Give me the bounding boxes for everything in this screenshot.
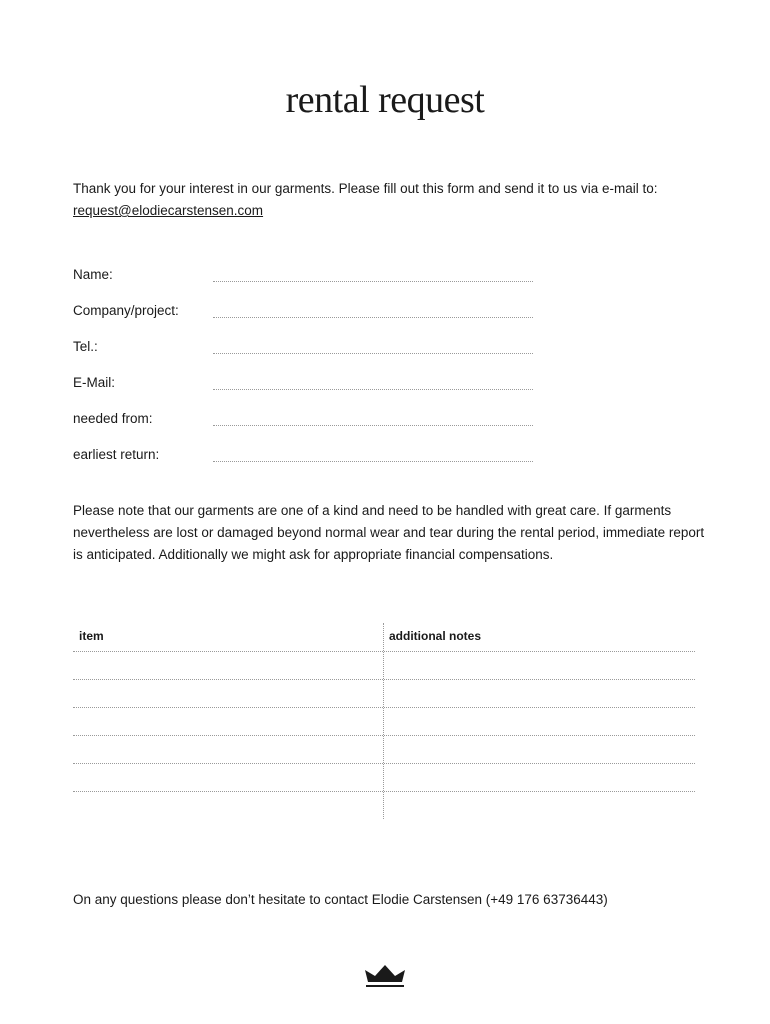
company-field[interactable] [213, 317, 533, 318]
field-row-tel [73, 336, 543, 372]
notes-cell-2[interactable] [385, 680, 695, 706]
notes-cell-6[interactable] [385, 792, 695, 818]
needed-from-label: needed from: [73, 411, 153, 426]
intro-sentence: Thank you for your interest in our garments. Please fill out this form and send it to us via e-mail to: [73, 181, 658, 196]
field-row-company [73, 300, 543, 336]
column-divider [383, 623, 384, 819]
tel-label: Tel.: [73, 339, 98, 354]
item-cell-5[interactable] [73, 764, 381, 790]
field-row-name [73, 264, 543, 300]
name-label: Name: [73, 267, 113, 282]
field-row-needed-from [73, 408, 543, 444]
email-label: E-Mail: [73, 375, 116, 390]
company-label: Company/project: [73, 303, 179, 318]
crown-logo-icon [362, 962, 408, 990]
item-cell-6[interactable] [73, 792, 381, 818]
needed-from-field[interactable] [213, 425, 533, 426]
tel-field[interactable] [213, 353, 533, 354]
name-field[interactable] [213, 281, 533, 282]
earliest-return-label: earliest return: [73, 447, 160, 462]
item-cell-4[interactable] [73, 736, 381, 762]
notes-column-header: additional notes [389, 629, 482, 643]
contact-footer: On any questions please don’t hesitate to contact Elodie Carstensen (+49 176 63736443) [73, 892, 608, 907]
page-title: rental request [285, 79, 485, 121]
notes-cell-1[interactable] [385, 652, 695, 678]
item-cell-2[interactable] [73, 680, 381, 706]
contact-fields [73, 264, 543, 480]
intro-text [73, 178, 713, 222]
care-note: Please note that our garments are one of a kind and need to be handled with great care. If garments nevertheless are lost or damaged beyond normal wear and tear during the rental period, immediate report is anticipated. Additionally we might ask for appropriate financial compensations. [73, 503, 705, 562]
notes-cell-3[interactable] [385, 708, 695, 734]
field-row-earliest-return [73, 444, 543, 480]
earliest-return-field[interactable] [213, 461, 533, 462]
email-field[interactable] [213, 389, 533, 390]
item-cell-1[interactable] [73, 652, 381, 678]
items-table [73, 623, 695, 819]
request-email-link[interactable]: request@elodiecarstensen.com [73, 203, 264, 218]
notes-cell-5[interactable] [385, 764, 695, 790]
field-row-email [73, 372, 543, 408]
notes-cell-4[interactable] [385, 736, 695, 762]
item-cell-3[interactable] [73, 708, 381, 734]
item-column-header: item [79, 629, 104, 643]
